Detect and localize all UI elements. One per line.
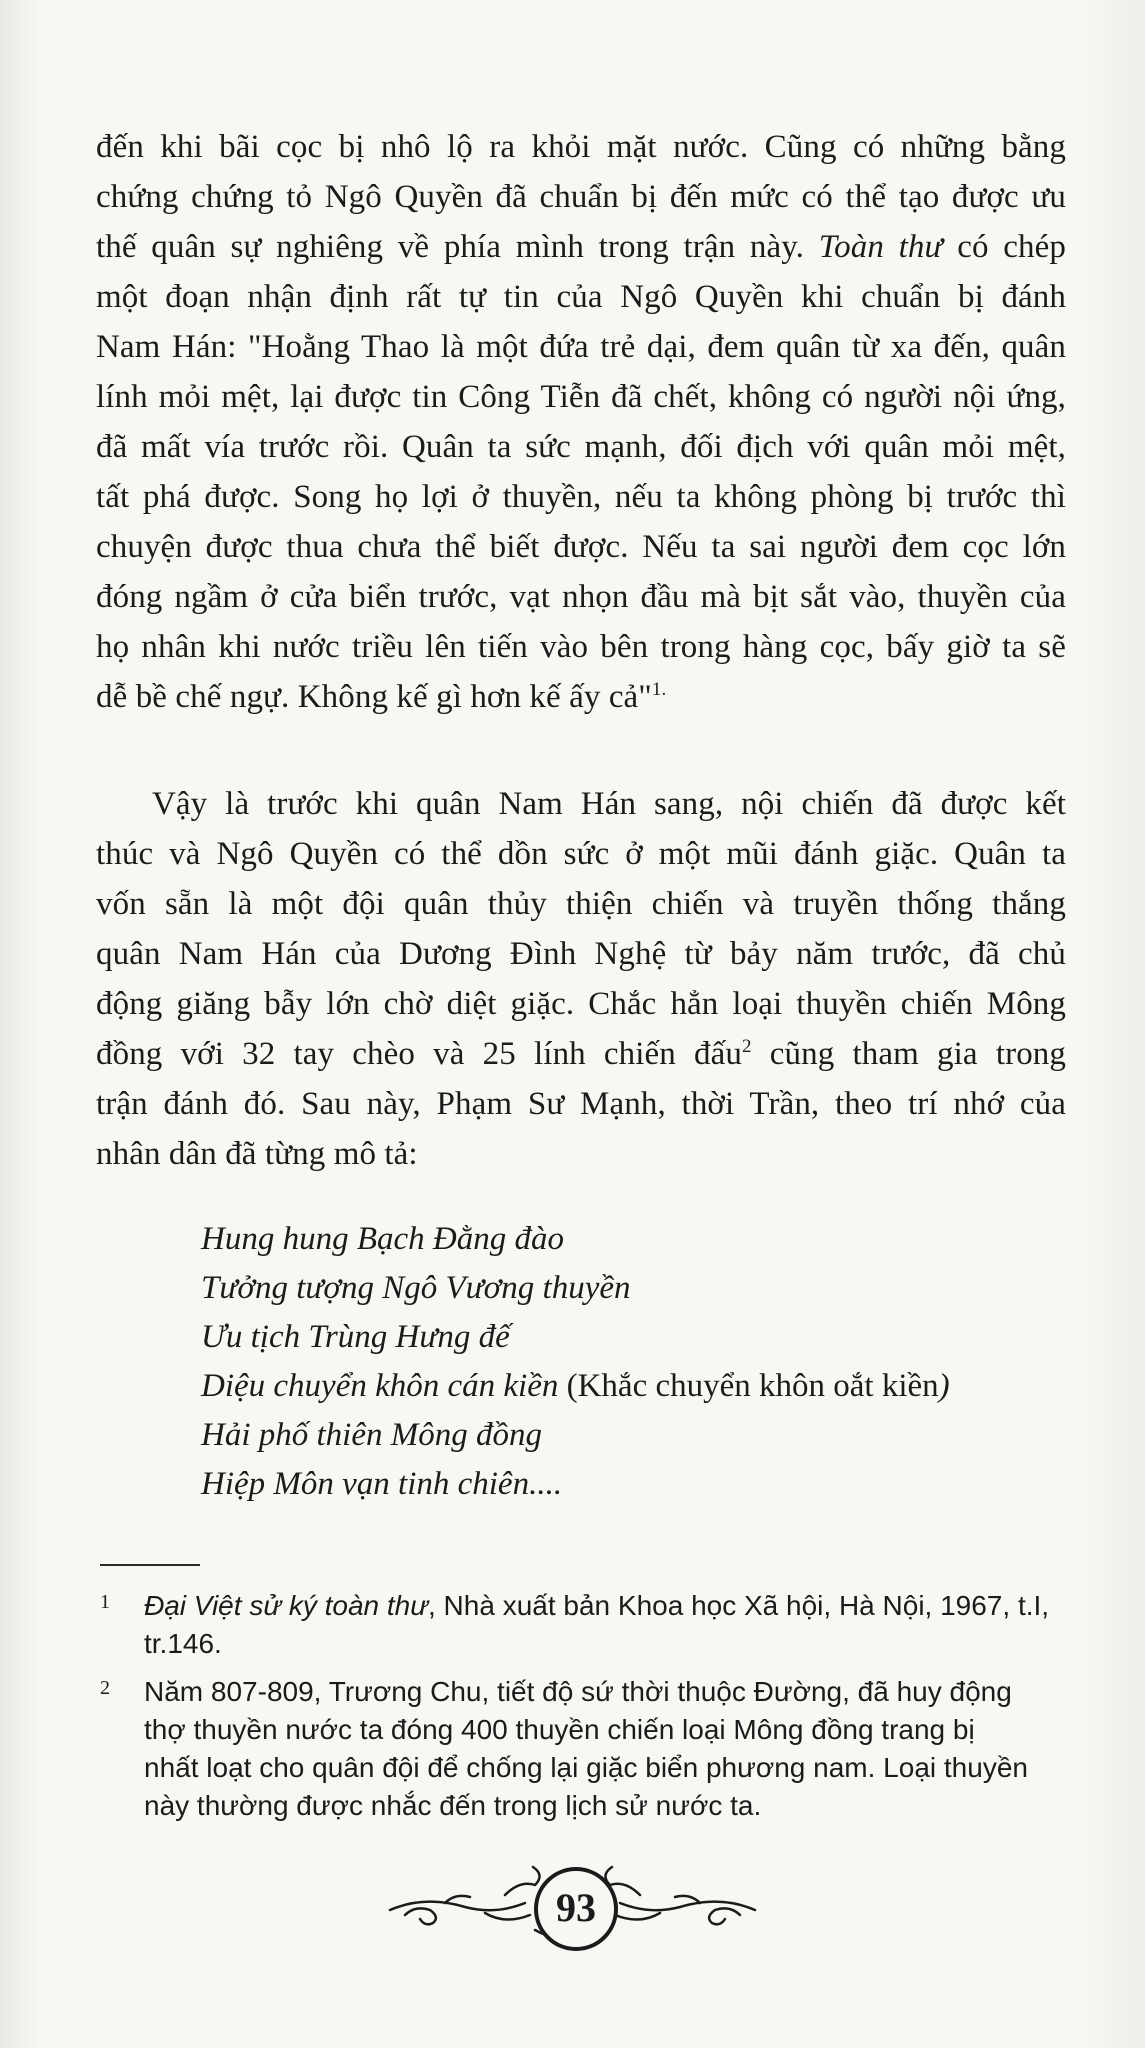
text-run: có chép (957, 229, 1066, 265)
footnote-line: thợ thuyền nước ta đóng 400 thuyền chiến loại Mông đồng trang bị (144, 1714, 975, 1745)
poem-line: Hung hung Bạch Đằng đào (201, 1221, 564, 1257)
text-run: dễ bề chế ngự. Không kế gì hơn kế ấy cả" (96, 679, 652, 715)
poem (201, 1215, 1061, 1509)
text-run: Diệu chuyển khôn cán kiền (201, 1368, 559, 1404)
poem-line (201, 1362, 1061, 1411)
text-line: chứng chứng tỏ Ngô Quyền đã chuẩn bị đến mức có thể tạo được ưu (96, 179, 1066, 215)
text-line: thúc và Ngô Quyền có thể dồn sức ở một mũi đánh giặc. Quân ta (96, 836, 1066, 872)
text-line: chuyện được thua chưa thể biết được. Nếu ta sai người đem cọc lớn (96, 529, 1066, 565)
text-line (96, 222, 1066, 272)
footnote-line: này thường được nhắc đến trong lịch sử nước ta. (144, 1790, 762, 1821)
text-run: đồng với 32 tay chèo và 25 lính chiến đấu (96, 1036, 743, 1072)
text-line: đóng ngầm ở cửa biển trước, vạt nhọn đầu mà bịt sắt vào, thuyền của (96, 579, 1066, 615)
footnote-number: 1 (100, 1591, 110, 1613)
footnote-number: 2 (100, 1677, 110, 1699)
text-line: họ nhân khi nước triều lên tiến vào bên trong hàng cọc, bấy giờ ta sẽ (96, 629, 1066, 665)
text-line: một đoạn nhận định rất tự tin của Ngô Quyền khi chuẩn bị đánh (96, 279, 1066, 315)
text-line: đã mất vía trước rồi. Quân ta sức mạnh, đối địch với quân mỏi mệt, (96, 429, 1066, 465)
text-line: lính mỏi mệt, lại được tin Công Tiễn đã chết, không có người nội ứng, (96, 379, 1066, 415)
paragraph-1 (96, 122, 1066, 722)
footnote-divider (100, 1564, 200, 1566)
text-run: cũng tham gia trong (769, 1036, 1066, 1072)
text-run: thế quân sự nghiêng về phía mình trong trận này. (96, 229, 805, 265)
footnote-title: Đại Việt sử ký toàn thư (144, 1590, 428, 1621)
text-line (96, 672, 1066, 722)
footnote-ref-1: 1. (651, 679, 667, 700)
paragraph-2 (96, 779, 1066, 1179)
footnote-line (144, 1587, 1068, 1625)
text-line (96, 1029, 1066, 1079)
text-line: động giăng bẫy lớn chờ diệt giặc. Chắc hẳn loại thuyền chiến Mông (96, 986, 1066, 1022)
text-line: quân Nam Hán của Dương Đình Nghệ từ bảy năm trước, đã chủ (96, 936, 1066, 972)
page-number: 93 (534, 1867, 618, 1951)
text-line: Vậy là trước khi quân Nam Hán sang, nội chiến đã được kết (152, 786, 1066, 822)
footnote-line: tr.146. (144, 1628, 222, 1659)
text-line: tất phá được. Song họ lợi ở thuyền, nếu ta không phòng bị trước thì (96, 479, 1066, 515)
poem-line: Tưởng tượng Ngô Vương thuyền (201, 1270, 631, 1306)
footnote-line: nhất loạt cho quân đội để chống lại giặc biển phương nam. Loại thuyền (144, 1752, 1028, 1783)
footnote-line: Năm 807-809, Trương Chu, tiết độ sứ thời thuộc Đường, đã huy động (144, 1676, 1012, 1707)
book-title-italic: Toàn thư (818, 229, 943, 265)
poem-line: Ưu tịch Trùng Hưng đế (201, 1319, 510, 1355)
text-line: nhân dân đã từng mô tả: (96, 1136, 418, 1172)
footnotes (100, 1587, 1068, 1835)
text-line: Nam Hán: "Hoằng Thao là một đứa trẻ dại, đem quân từ xa đến, quân (96, 329, 1066, 365)
text-line: trận đánh đó. Sau này, Phạm Sư Mạnh, thời Trần, theo trí nhớ của (96, 1086, 1066, 1122)
poem-line: Hiệp Môn vạn tinh chiên.... (201, 1466, 563, 1502)
text-run: , Nhà xuất bản Khoa học Xã hội, Hà Nội, 1967, t.I, (428, 1590, 1050, 1621)
poem-variant: (Khắc chuyển khôn oắt kiền (566, 1368, 939, 1404)
poem-line: Hải phố thiên Mông đồng (201, 1417, 542, 1453)
text-line: đến khi bãi cọc bị nhô lộ ra khỏi mặt nước. Cũng có những bằng (96, 129, 1066, 165)
footnote-ref-2: 2 (742, 1036, 752, 1057)
footnote-2 (100, 1673, 1068, 1825)
text-run: ) (938, 1368, 950, 1404)
footnote-1 (100, 1587, 1068, 1663)
text-line: vốn sẵn là một đội quân thủy thiện chiến và truyền thống thắng (96, 886, 1066, 922)
